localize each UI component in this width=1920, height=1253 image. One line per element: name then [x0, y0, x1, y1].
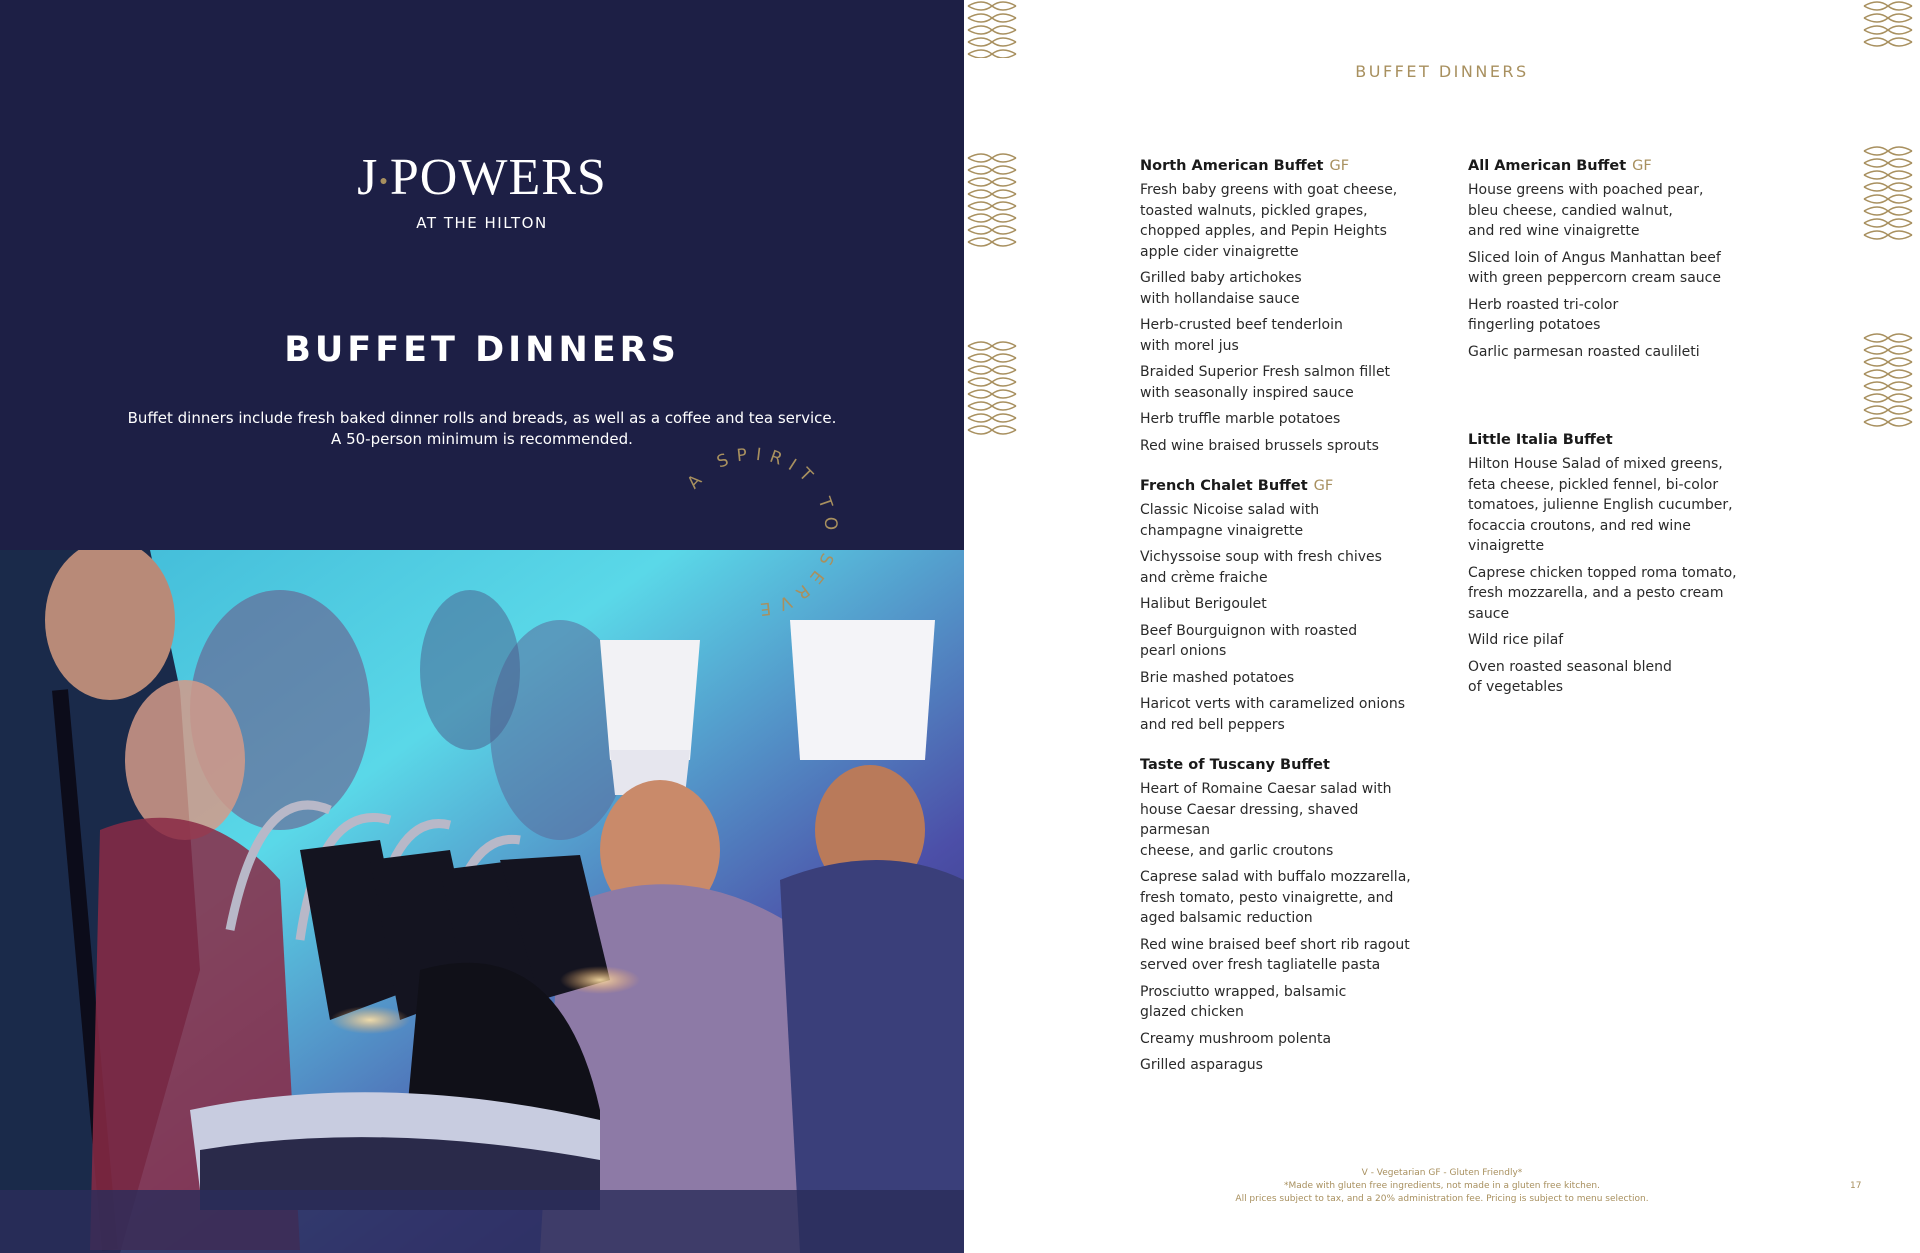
left-panel: [0, 0, 964, 550]
footer-notes: [964, 1167, 1920, 1206]
page-number: 17: [1850, 1181, 1862, 1191]
menu-item: Halibut Berigoulet: [1140, 596, 1267, 612]
menu-section: [1140, 156, 1420, 456]
svg-text:A SPIRIT TO SERVE: [684, 445, 841, 620]
intro-line-2: A 50-person minimum is recommended.: [331, 430, 633, 448]
menu-section-name: North American Buffet: [1140, 158, 1324, 174]
footer-gluten-note: *Made with gluten free ingredients, not made in a gluten free kitchen.: [1284, 1181, 1600, 1191]
buffet-photo-illustration: [0, 550, 964, 1253]
menu-item: Garlic parmesan roasted caulileti: [1468, 343, 1700, 360]
menu-item: Caprese salad with buffalo mozzarella, fresh tomato, pesto vinaigrette, and aged balsamic reduction: [1140, 869, 1411, 926]
logo-subtitle: AT THE HILTON: [416, 214, 548, 233]
menu-section-title: [1468, 430, 1758, 450]
footer-pricing-note: All prices subject to tax, and a 20% administration fee. Pricing is subject to menu selection.: [1235, 1194, 1649, 1204]
menu-item: Classic Nicoise salad with champagne vinaigrette: [1140, 502, 1320, 539]
menu-section-name: Taste of Tuscany Buffet: [1140, 757, 1330, 773]
menu-item: Red wine braised brussels sprouts: [1140, 437, 1379, 454]
menu-item: Grilled baby artichokes with hollandaise sauce: [1140, 270, 1302, 307]
right-page-heading: BUFFET DINNERS: [1355, 62, 1529, 81]
menu-section-title: [1140, 755, 1420, 775]
menu-section-name: Little Italia Buffet: [1468, 432, 1613, 448]
menu-item: Sliced loin of Angus Manhattan beef with green peppercorn cream sauce: [1468, 249, 1721, 286]
menu-section-title: [1468, 156, 1758, 176]
footer-legend: V - Vegetarian GF - Gluten Friendly*: [1361, 1168, 1523, 1178]
intro-text: [0, 408, 964, 450]
decorative-pattern-low-left: [964, 340, 1020, 436]
menu-item: Caprese chicken topped roma tomato, fresh mozzarella, and a pesto cream sauce: [1468, 564, 1737, 622]
menu-item: Hilton House Salad of mixed greens, feta cheese, pickled fennel, bi-color tomatoes, julienne English cucumber, focaccia croutons, and red wine vinaigrette: [1468, 456, 1733, 554]
menu-section-title: [1140, 476, 1420, 496]
logo-j: J: [357, 149, 379, 206]
decorative-pattern-mid-right: [1860, 145, 1916, 241]
gluten-friendly-tag: GF: [1329, 158, 1350, 174]
menu-item: Beef Bourguignon with roasted pearl onions: [1140, 622, 1358, 659]
menu-section: [1468, 430, 1758, 698]
menu-item: Vichyssoise soup with fresh chives and crème fraiche: [1140, 549, 1382, 586]
menu-item: Grilled asparagus: [1140, 1057, 1263, 1073]
menu-section: [1468, 156, 1758, 362]
menu-item: Oven roasted seasonal blend of vegetables: [1468, 658, 1672, 695]
logo-powers: POWERS: [389, 149, 607, 206]
menu-item: Wild rice pilaf: [1468, 632, 1564, 648]
decorative-pattern-top-left: [964, 0, 1020, 58]
menu-section: [1140, 476, 1420, 735]
menu-item: Haricot verts with caramelized onions and red bell peppers: [1140, 696, 1405, 733]
menu-item: Fresh baby greens with goat cheese, toasted walnuts, pickled grapes, chopped apples, and Pepin Heights apple cider vinaigrette: [1140, 182, 1398, 260]
menu-item: Herb truffle marble potatoes: [1140, 411, 1341, 427]
menu-item: Red wine braised beef short rib ragout served over fresh tagliatelle pasta: [1140, 936, 1410, 973]
left-page-title: BUFFET DINNERS: [284, 330, 680, 370]
menu-item: House greens with poached pear, bleu cheese, candied walnut, and red wine vinaigrette: [1468, 182, 1704, 239]
decorative-pattern-mid-left: [964, 152, 1020, 248]
intro-line-1: Buffet dinners include fresh baked dinner rolls and breads, as well as a coffee and tea service.: [127, 409, 837, 427]
brand-logo: [0, 148, 964, 232]
menu-item: Heart of Romaine Caesar salad with house Caesar dressing, shaved parmesan cheese, and garlic croutons: [1140, 781, 1392, 859]
decorative-pattern-low-right: [1860, 332, 1916, 428]
menu-section-name: All American Buffet: [1468, 158, 1627, 174]
menu-item: Herb-crusted beef tenderloin with morel jus: [1140, 317, 1343, 354]
menu-section: [1140, 755, 1420, 1076]
gluten-friendly-tag: GF: [1313, 478, 1334, 494]
logo-dot-icon: ●: [379, 174, 389, 190]
menu-item: Herb roasted tri-color fingerling potatoes: [1468, 296, 1619, 333]
spirit-to-serve-badge: [660, 444, 870, 620]
gluten-friendly-tag: GF: [1632, 158, 1652, 174]
menu-item: Brie mashed potatoes: [1140, 669, 1295, 686]
menu-section-title: [1140, 156, 1420, 176]
decorative-pattern-top-right: [1860, 0, 1916, 50]
menu-column-right: [1468, 156, 1758, 718]
spirit-to-serve-text: A SPIRIT TO SERVE: [683, 444, 841, 620]
menu-item: Prosciutto wrapped, balsamic glazed chicken: [1140, 983, 1347, 1020]
menu-item: Braided Superior Fresh salmon fillet with seasonally inspired sauce: [1140, 364, 1391, 401]
menu-section-name: French Chalet Buffet: [1140, 478, 1308, 494]
menu-item: Creamy mushroom polenta: [1140, 1030, 1332, 1047]
buffet-photo: [0, 550, 964, 1253]
menu-column-left: [1140, 156, 1420, 1096]
